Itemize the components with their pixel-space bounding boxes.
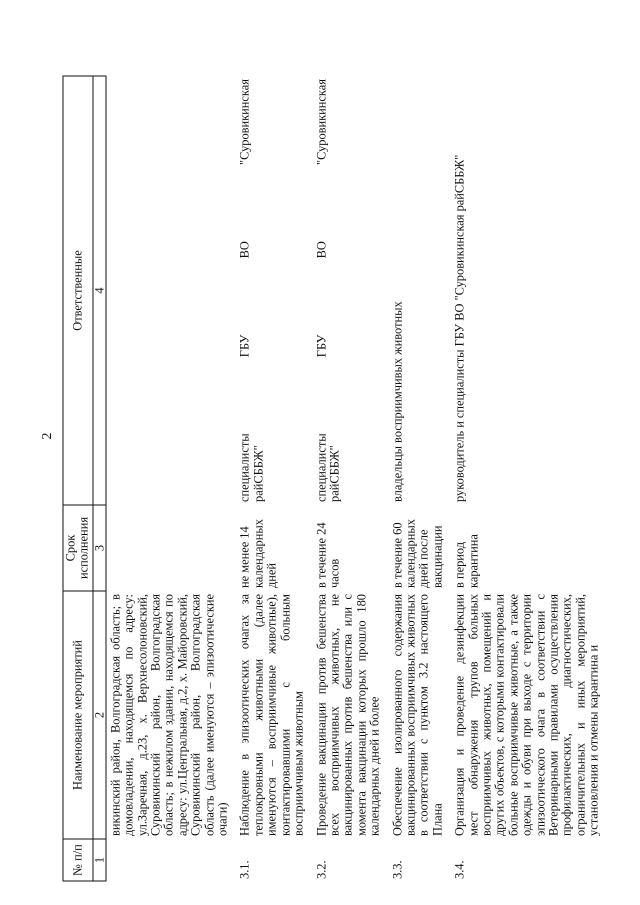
table-row	[388, 76, 451, 881]
table-row	[106, 76, 236, 881]
resp-part: "Суровикинская	[237, 79, 252, 165]
header-number-1: 1	[93, 839, 106, 881]
row-term: в течение 60 календарных дней после вакцинации	[390, 519, 445, 588]
header-number-2: 2	[93, 591, 106, 839]
empty-cell	[106, 76, 236, 505]
header-number-3: 3	[93, 505, 106, 591]
row-term: в течение 24 часов	[314, 522, 342, 588]
row-responsible: руководитель и специалисты ГБУ ВО "Суровикинская райСББЖ"	[452, 154, 467, 502]
row-number: 3.2.	[314, 860, 328, 879]
resp-part: специалисты	[237, 433, 252, 502]
row-name: Обеспечение изолированного содержания вакцинированных восприимчивых животных в соответствии с пунктом 3.2 настоящего Плана	[390, 594, 445, 836]
document-sheet	[63, 77, 601, 882]
table-header-numbers-row	[93, 76, 106, 881]
row-name: Организация и проведение дезинфекции мест обнаружения трупов больных восприимчивых животных, помещений и других объектов, с которыми контактировали больные восприимчивые животные, а также одежды и обуви при выходе с территории эпизоотического очага в соответствии с Ветеринарными правилами осуществления профилактических, диагностических, ограничительных и иных мероприятий, установления и отмены карантина и	[452, 594, 601, 836]
continuation-text: викинский район, Волгоградская область; в домовладении, находящемся по адресу: ул.Заречная, д.23, х. Верхнесолоновский, Суровикинский район, Волгоградская область; в нежилом здании, находящемся по адресу: ул.Центральная, д.2, х. Майоровский, Суровикинский район, Волгоградская область (далее именуются – эпизоотические очаги)	[108, 594, 230, 836]
page-number: 2	[40, 432, 55, 440]
header-num: № п/п	[63, 839, 93, 881]
resp-part: ГБУ	[237, 334, 252, 358]
header-term: Срок исполнения	[63, 505, 93, 591]
resp-part: ГБУ	[314, 334, 328, 358]
row-name: Наблюдение в эпизоотических очагах за теплокровными животными (далее именуются – восприимчивые животные), контактировавшими с больным восприимчивым животным	[237, 594, 306, 836]
table-header-row	[63, 76, 93, 881]
resp-part: ВО	[237, 241, 252, 259]
row-number: 3.4.	[452, 860, 467, 879]
resp-part: "Суровикинская	[314, 79, 328, 165]
header-responsible: Ответственные	[63, 76, 93, 505]
resp-tail: райСББЖ"	[251, 445, 266, 502]
row-term: в период карантина	[452, 534, 481, 588]
empty-cell	[106, 505, 236, 591]
resp-part: ВО	[314, 241, 328, 259]
header-number-4: 4	[93, 76, 106, 505]
row-number: 3.3.	[390, 860, 405, 879]
table-row	[312, 76, 388, 881]
resp-tail: райСББЖ"	[327, 445, 342, 502]
resp-part: специалисты	[314, 433, 328, 502]
row-responsible	[236, 76, 312, 505]
measures-table	[63, 76, 608, 882]
header-name: Наименование мероприятий	[63, 591, 93, 839]
row-name: Проведение вакцинации против бешенства всех восприимчивых животных, не вакцинированных против бешенства или с момента вакцинации которых прошло 180 календарных дней и более	[314, 594, 382, 836]
row-number: 3.1.	[237, 860, 252, 879]
table-row	[236, 76, 312, 881]
row-responsible	[312, 76, 388, 505]
row-term: не менее 14 календарных дней	[237, 519, 279, 588]
table-row	[451, 76, 607, 881]
row-responsible: владельцы восприимчивых животных	[390, 301, 405, 502]
empty-cell	[106, 839, 236, 881]
